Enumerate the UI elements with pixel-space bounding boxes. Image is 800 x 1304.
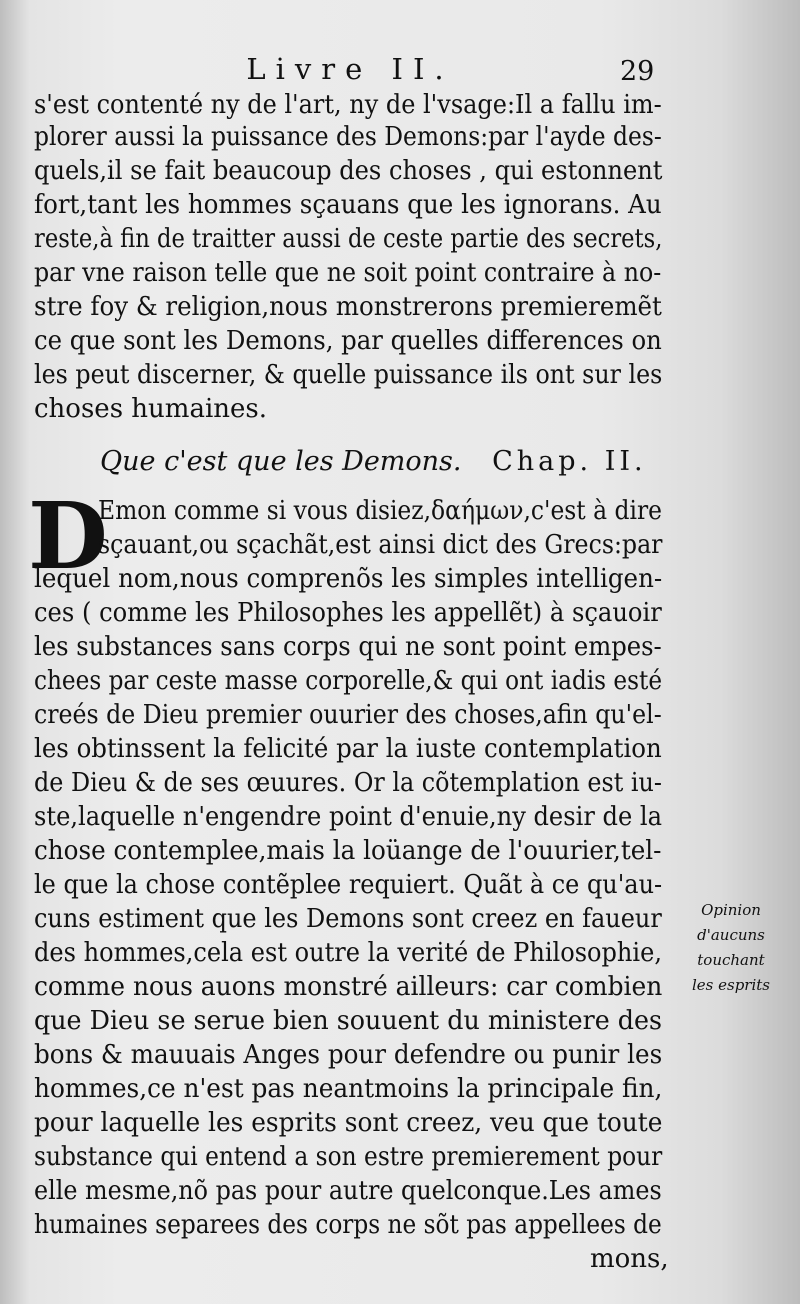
text-line: s'est contenté ny de l'art, ny de l'vsage:Il a fallu im- <box>34 90 662 120</box>
text-line: substance qui entend a son estre premierement pour <box>34 1142 663 1172</box>
text-line: Emon comme si vous disiez,δαήμων,c'est à dire <box>98 496 663 526</box>
chapter-title: Que c'est que les Demons. <box>100 446 462 477</box>
text-line: creés de Dieu premier ouurier des choses,afin qu'el- <box>34 700 662 730</box>
drop-cap: D <box>28 482 108 590</box>
text-line: elle mesme,nõ pas pour autre quelconque.Les ames <box>34 1176 662 1206</box>
catchword: mons, <box>590 1244 669 1274</box>
chapter-heading <box>100 446 647 477</box>
text-line: plorer aussi la puissance des Demons:par l'ayde des- <box>34 122 662 152</box>
margin-note-line: les esprits <box>691 976 770 994</box>
text-line: que Dieu se serue bien souuent du ministere des <box>34 1006 663 1036</box>
text-line: ste,laquelle n'engendre point d'enuie,ny desir de la <box>34 802 663 832</box>
text-line: les substances sans corps qui ne sont point empes- <box>34 632 662 662</box>
text-line: fort,tant les hommes sçauans que les ignorans. Au <box>34 190 662 220</box>
text-line: humaines separees des corps ne sõt pas appellees de <box>34 1210 662 1240</box>
margin-note-line: d'aucuns <box>697 926 765 944</box>
text-line: sçauant,ou sçachãt,est ainsi dict des Grecs:par <box>98 530 663 560</box>
text-line: de Dieu & de ses œuures. Or la cõtemplation est iu- <box>34 768 662 798</box>
text-line: hommes,ce n'est pas neantmoins la principale fin, <box>34 1074 663 1104</box>
page-number: 29 <box>620 56 655 87</box>
text-line: bons & mauuais Anges pour defendre ou punir les <box>34 1040 663 1070</box>
text-line: pour laquelle les esprits sont creez, veu que toute <box>34 1108 663 1138</box>
text-line: reste,à fin de traitter aussi de ceste partie des secrets, <box>34 224 663 254</box>
margin-note-line: touchant <box>697 951 765 969</box>
text-line: ces ( comme les Philosophes les appellẽt) à sçauoir <box>34 598 662 628</box>
margin-note-line: Opinion <box>701 901 761 919</box>
text-line: comme nous auons monstré ailleurs: car combien <box>34 972 663 1002</box>
text-line: les obtinssent la felicité par la iuste contemplation <box>34 734 662 764</box>
text-line: quels,il se fait beaucoup des choses , qui estonnent <box>34 156 663 186</box>
text-line: choses humaines. <box>34 394 267 424</box>
margin-note <box>666 898 796 998</box>
text-line: ce que sont les Demons, par quelles differences on <box>34 326 662 356</box>
text-line: des hommes,cela est outre la verité de Philosophie, <box>34 938 663 968</box>
text-line: chees par ceste masse corporelle,& qui ont iadis esté <box>34 666 663 696</box>
running-head-title: Livre II. <box>246 52 454 86</box>
text-line: lequel nom,nous comprenõs les simples intelligen- <box>34 564 663 594</box>
text-line: les peut discerner, & quelle puissance ils ont sur les <box>34 360 663 390</box>
text-line: chose contemplee,mais la loüange de l'ouurier,tel- <box>34 836 662 866</box>
text-line: par vne raison telle que ne soit point contraire à no- <box>34 258 662 288</box>
chapter-number: Chap. II. <box>492 446 647 477</box>
text-line: stre foy & religion,nous monstrerons premieremẽt <box>34 292 662 322</box>
text-line: le que la chose contẽplee requiert. Quãt à ce qu'au- <box>34 870 663 900</box>
text-line: cuns estiment que les Demons sont creez en faueur <box>34 904 662 934</box>
